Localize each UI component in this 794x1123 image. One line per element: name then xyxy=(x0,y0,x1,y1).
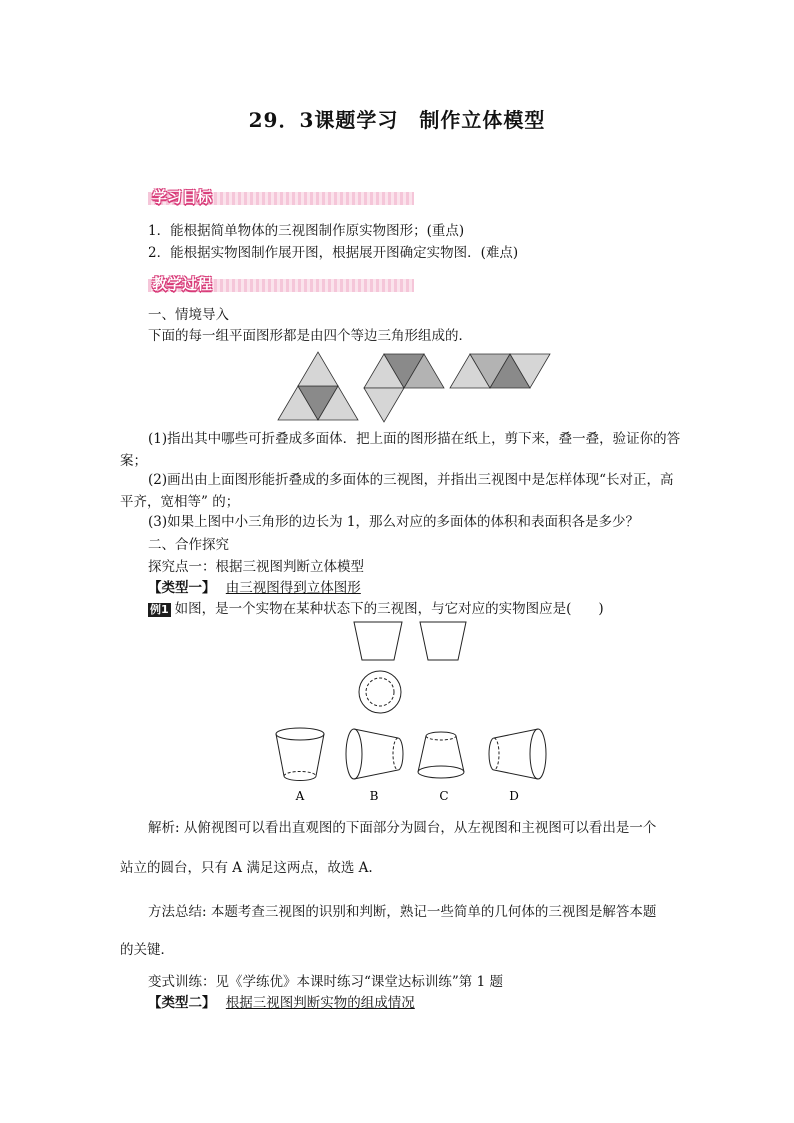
goal-item-2: 2．能根据实物图制作展开图，根据展开图确定实物图．(难点) xyxy=(148,245,519,261)
type1-title: 由三视图得到立体图形 xyxy=(225,580,361,596)
option-label-d: D xyxy=(509,789,519,803)
intro-text: 下面的每一组平面图形都是由四个等边三角形组成的． xyxy=(148,328,472,344)
question-1: (1)指出其中哪些可折叠成多面体．把上面的图形描在纸上，剪下来，叠一叠，验证你的答案； xyxy=(120,431,681,469)
explore-point: 探究点一：根据三视图判断立体模型 xyxy=(148,559,364,575)
badge-label: 教学过程 xyxy=(152,275,213,293)
example-badge: 例1 xyxy=(150,603,169,616)
front-view xyxy=(354,622,402,660)
net-large-triangle xyxy=(278,352,358,420)
type2-heading xyxy=(148,993,415,1013)
option-b-shape xyxy=(346,729,403,779)
goal-item-1: 1．能根据简单物体的三视图制作原实物图形；(重点) xyxy=(148,223,465,239)
option-label-b: B xyxy=(369,789,379,803)
method-line-2: 的关键． xyxy=(120,942,174,958)
section-badge-process xyxy=(148,273,418,295)
triangle-nets-figure xyxy=(270,348,560,428)
question-2: (2)画出由上面图形能折叠成的多面体的三视图，并指出三视图中是怎样体现“长对正，高平齐，宽相等” 的； xyxy=(120,472,674,510)
option-c-shape xyxy=(418,732,464,778)
explore-heading: 二、合作探究 xyxy=(148,537,229,553)
net-zigzag xyxy=(364,354,444,422)
option-label-a: A xyxy=(295,789,305,803)
question-3: (3)如果上图中小三角形的边长为 1，那么对应的多面体的体积和表面积各是多少？ xyxy=(148,514,640,530)
intro-heading: 一、情境导入 xyxy=(148,307,229,323)
options-figure xyxy=(270,722,560,807)
method-line-1: 方法总结: 本题考查三视图的识别和判断，熟记一些简单的几何体的三视图是解答本题 xyxy=(148,904,657,920)
page-title: 29．3课题学习 制作立体模型 xyxy=(248,108,546,132)
side-view xyxy=(420,622,466,660)
option-label-c: C xyxy=(439,789,449,803)
analysis-line-2: 站立的圆台，只有 A 满足这两点，故选 A. xyxy=(120,860,373,876)
top-view xyxy=(359,671,401,713)
type2-title: 根据三视图判断实物的组成情况 xyxy=(225,995,415,1011)
variant-training: 变式训练：见《学练优》本课时练习“课堂达标训练”第 1 题 xyxy=(148,974,503,990)
analysis-line-1: 解析: 从俯视图可以看出直观图的下面部分为圆台，从左视图和主视图可以看出是一个 xyxy=(148,820,657,836)
type2-label: 【类型二】 xyxy=(148,995,216,1011)
example-text: 如图，是一个实物在某种状态下的三视图，与它对应的实物图应是( ) xyxy=(174,601,604,617)
three-views-figure xyxy=(350,620,470,720)
type1-heading xyxy=(148,578,361,598)
type1-label: 【类型一】 xyxy=(148,580,216,596)
option-a-shape xyxy=(276,728,324,781)
section-badge-goals xyxy=(148,186,418,208)
example-1 xyxy=(148,599,604,619)
option-d-shape xyxy=(489,729,546,779)
badge-label: 学习目标 xyxy=(152,188,213,206)
net-strip xyxy=(450,354,550,388)
